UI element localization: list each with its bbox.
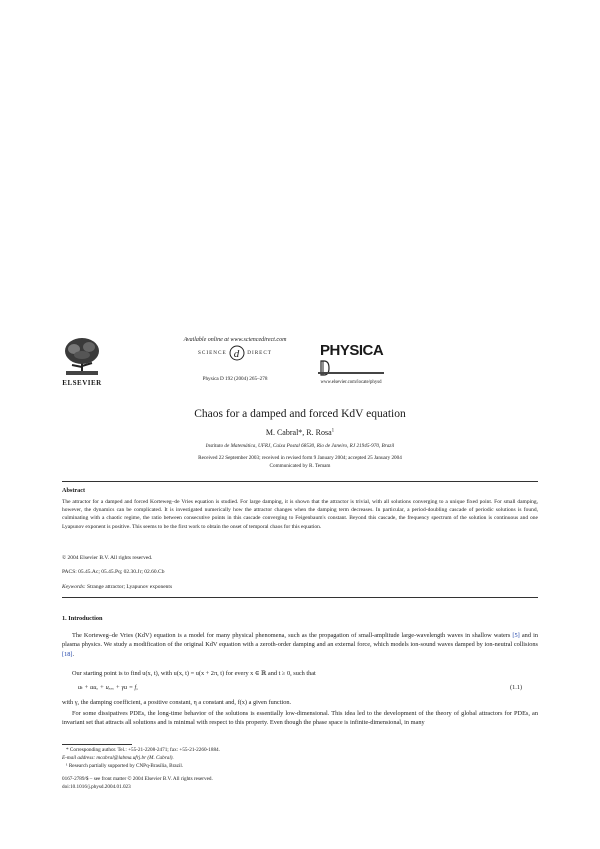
journal-url: www.elsevier.com/locate/physd (320, 380, 382, 385)
available-online: Available online at www.sciencedirect.com (183, 337, 287, 343)
intro-p1-b: and in plasma physics. We study a modification of the original KdV equation with a zeroth-order damping and an external force, which models ion-sound waves damped by ion-neutral collisions (62, 632, 539, 649)
issn-line: 0167-2789/$ – see front matter © 2004 Elsevier B.V. All rights reserved. (62, 776, 213, 782)
article-title: Chaos for a damped and forced KdV equation (194, 408, 406, 420)
received-dates: Received 22 September 2003; received in revised form 9 January 2004; accepted 25 January 2004 (198, 455, 402, 461)
sciencedirect-d-icon (229, 345, 245, 361)
publisher-name: ELSEVIER (62, 379, 102, 387)
footnote-corresponding: * Corresponding author. Tel.: +55-21-2208-2471; fax: +55-21-2260-1884. (66, 747, 220, 753)
pacs-line: PACS: 05.45.Ac; 05.45.Pq; 02.30.Jr; 02.60.Cb (62, 569, 165, 575)
sciencedirect-logo (170, 345, 300, 361)
svg-text:d: d (233, 348, 241, 360)
elsevier-logo (60, 335, 104, 379)
copyright-line: © 2004 Elsevier B.V. All rights reserved. (62, 555, 153, 561)
doi-line: doi:10.1016/j.physd.2004.01.023 (62, 784, 131, 790)
keywords-label: Keywords: (62, 584, 86, 590)
citation: Physica D 192 (2004) 265–278 (202, 376, 268, 382)
direct-label: DIRECT (247, 350, 272, 357)
intro-heading: 1. Introduction (62, 615, 103, 622)
communicated-by: Communicated by R. Temam (269, 463, 331, 469)
abstract-heading: Abstract (62, 487, 86, 494)
footnote-support: ¹ Research partially supported by CNPq-Brasília, Brazil. (66, 763, 184, 769)
keywords-line (62, 584, 172, 590)
intro-p1-a: The Korteweg–de Vries (KdV) equation is a model for many physical phenomena, such as the propagation of small-amplitude large-wavelength waves in shallow waters (72, 632, 513, 639)
footnote-rule (62, 744, 132, 745)
affiliation: Instituto de Matemática, UFRJ, Caixa Postal 68530, Rio de Janeiro, RJ 21945-970, Brazil (205, 443, 395, 449)
keywords-value: Strange attractor; Lyapunov exponents (87, 584, 173, 590)
authors (60, 428, 540, 437)
journal-rule (318, 372, 384, 374)
equation-number: (1.1) (510, 684, 523, 691)
intro-paragraph-1 (62, 631, 538, 659)
author-sup: 1 (331, 428, 335, 434)
intro-paragraph-2: Our starting point is to find u(x, t), with u(x, t) = u(x + 2π, t) for every x ∈ ℝ and t ≥ 0, such that (72, 670, 316, 677)
citation-link-18[interactable]: [18] (62, 650, 73, 658)
citation-link-5[interactable]: [5] (512, 632, 520, 639)
science-label: SCIENCE (198, 350, 227, 357)
intro-paragraph-3: with γ, the damping coefficient, a positive constant, η a constant and, f(x) a given function. (62, 699, 292, 706)
abstract-text: The attractor for a damped and forced Korteweg–de Vries equation is studied. For large damping, it is shown that the attractor is trivial, with all solutions converging to a unique fixed point. For small damping, however, the dynamics can be complicated. It is investigated numerically how the attractor changes when the damping term decreases. In particular, a period-doubling cascade of periodic solutions is found, culminating with a chaotic regime, the ratio between consecutive points in this cascade converging to Feigenbaum's constant. Beyond this cascade, the frequency spectrum of the solution is continuous and one Lyapunov exponent is positive. This seems to be the first work to obtain the onset of temporal chaos for this equation. (62, 499, 538, 530)
intro-paragraph-4: For some dissipatives PDEs, the long-time behavior of the solutions is essentially low-dimensional. This idea led to the development of the theory of global attractors for PDEs, an invariant set that attracts all solutions and is minimal with respect to this property. Even though the phase space is infinite-dimensional, in many (62, 710, 538, 727)
journal-name: PHYSICA (320, 342, 384, 359)
equation-1-1: uₜ + uuₓ + uₓₓₓ + γu = f, (78, 684, 138, 691)
journal-logo (320, 342, 384, 370)
footnote-email: E-mail address: mcabral@labma.ufrj.br (M. Cabral). (62, 755, 174, 761)
author-names: M. Cabral*, R. Rosa (265, 428, 332, 437)
abstract-bottom-rule (62, 597, 538, 598)
abstract-top-rule (62, 481, 538, 482)
elsevier-tree-icon (60, 335, 104, 379)
intro-p1-c: . (72, 650, 75, 658)
